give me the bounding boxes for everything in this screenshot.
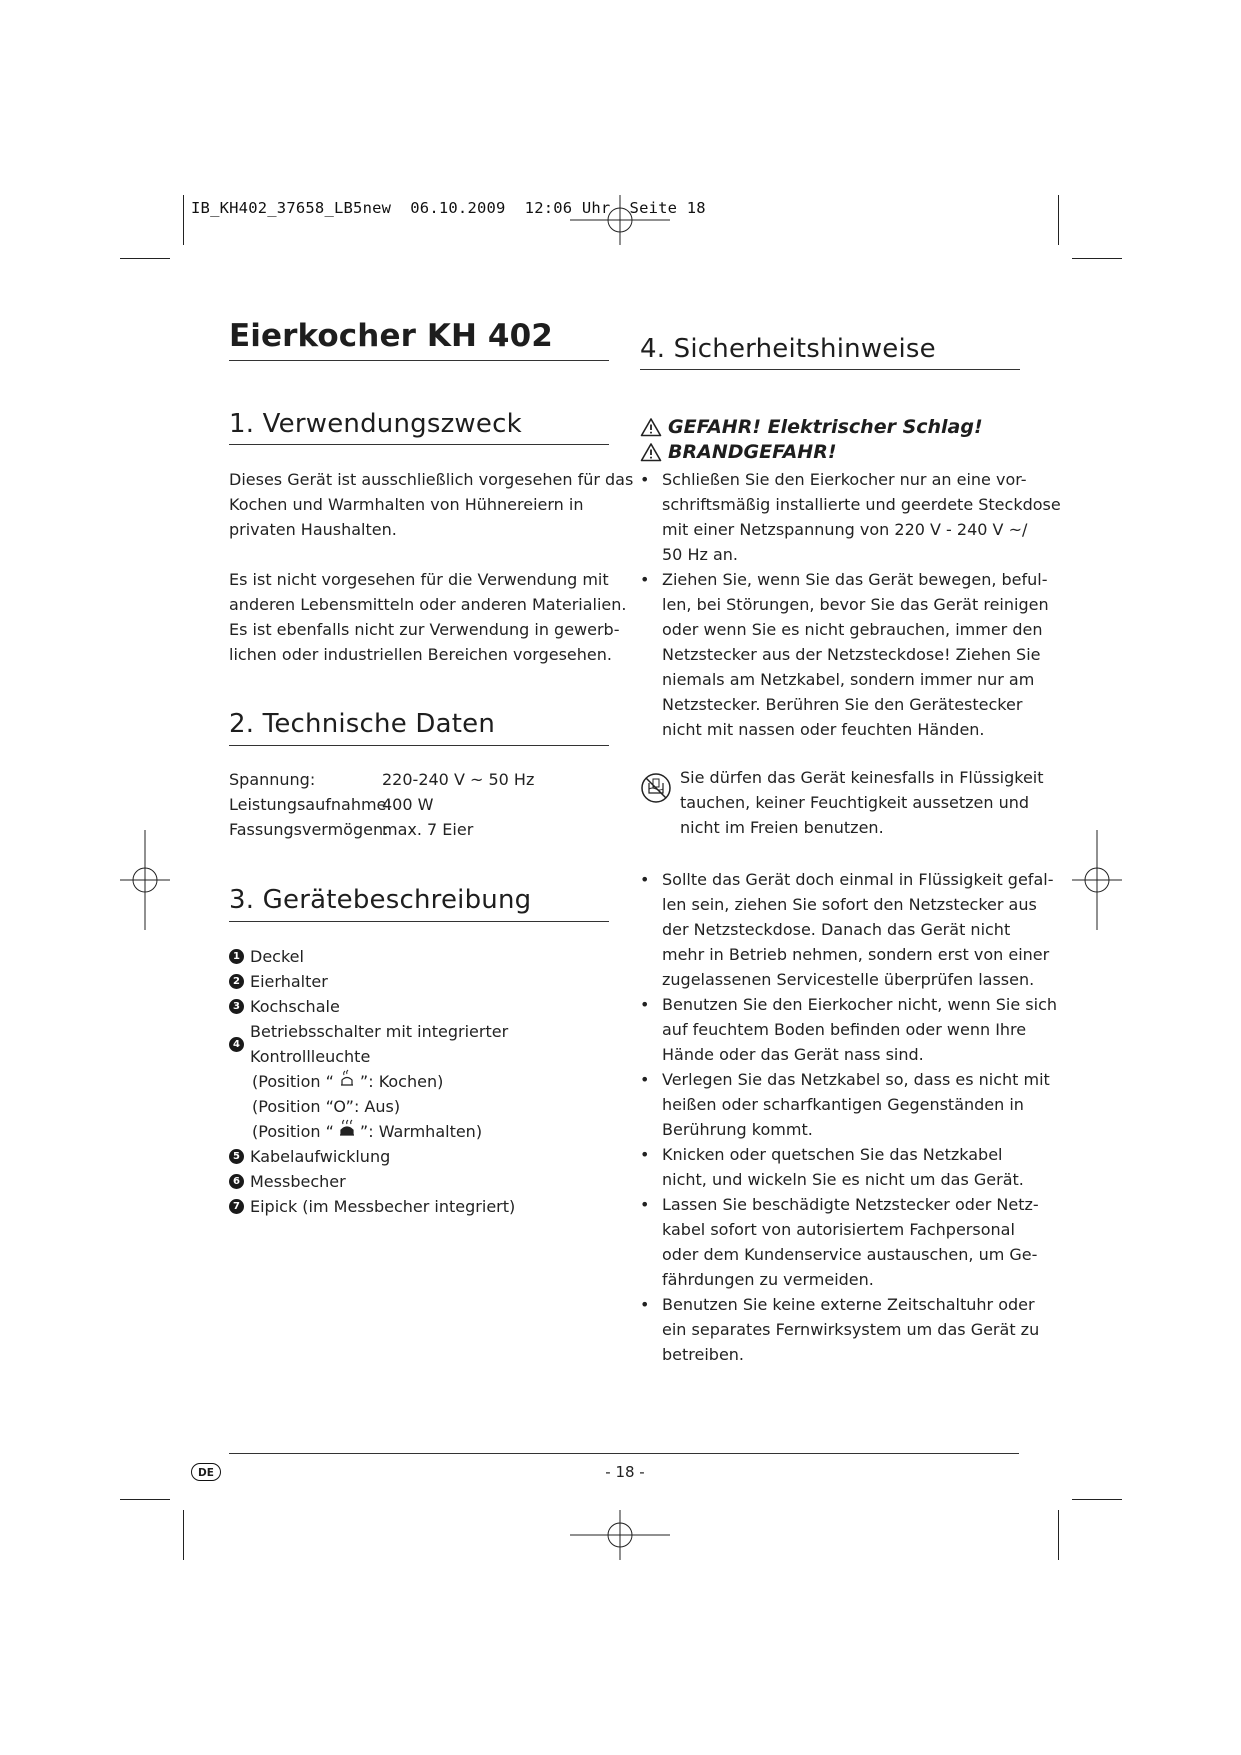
number-badge: 3 [229, 999, 244, 1014]
crop-mark [1072, 1499, 1122, 1500]
list-item: 4 Betriebsschalter mit integrierter Kontrollleuchte [229, 1019, 609, 1069]
number-badge: 4 [229, 1037, 244, 1052]
title-rule [229, 360, 609, 361]
position-keep-warm: (Position “ ”: Warmhalten) [229, 1119, 609, 1144]
section-3-rule [229, 921, 609, 922]
warning-triangle-icon [640, 442, 662, 462]
tech-row: Fassungsvermögen: max. 7 Eier [229, 820, 474, 839]
list-item: • Knicken oder quetschen Sie das Netzkabel nicht, und wickeln Sie es nicht um das Gerät. [640, 1145, 1024, 1189]
safety-bullets-1 [640, 467, 1061, 742]
slug-date: 06.10.2009 [410, 199, 506, 217]
crop-mark [120, 1499, 170, 1500]
list-item: • Ziehen Sie, wenn Sie das Gerät bewegen, beful- len, bei Störungen, bevor Sie das Gerät reinigen oder wenn Sie es nicht gebrauchen, immer den Netzstecker aus der Netzsteckdose! Ziehen Sie niemals am Netzkabel, sondern immer nur am Netzstecker. Berühren Sie den Gerätestecker nicht mit nassen oder feuchten Händen. [640, 570, 1049, 739]
registration-mark-bottom [570, 1510, 670, 1560]
safety-bullets-2 [640, 867, 1058, 1367]
list-item: • Benutzen Sie keine externe Zeitschaltuhr oder ein separates Fernwirksystem um das Gerät zu betreiben. [640, 1295, 1040, 1364]
registration-mark-left [120, 830, 170, 930]
number-badge: 1 [229, 949, 244, 964]
page-title: Eierkocher KH 402 [229, 318, 553, 354]
registration-mark-right [1072, 830, 1122, 930]
section-1-paragraph-2: Es ist nicht vorgesehen für die Verwendung mit anderen Lebensmitteln oder anderen Materialien. Es ist ebenfalls nicht zur Verwendung in gewerb- lichen oder industriellen Bereichen vorgesehen. [229, 570, 627, 664]
section-1-rule [229, 444, 609, 445]
list-item: 3 Kochschale [229, 994, 609, 1019]
list-item: • Lassen Sie beschädigte Netzstecker oder Netz- kabel sofort von autorisiertem Fachpersonal oder dem Kundenservice austauschen, um Ge- fährdungen zu vermeiden. [640, 1195, 1039, 1289]
list-item: 1 Deckel [229, 944, 609, 969]
position-off: (Position “O”: Aus) [252, 1097, 401, 1116]
section-3-heading: 3. Gerätebeschreibung [229, 885, 532, 915]
page-number: - 18 - [605, 1463, 645, 1481]
footer-rule [229, 1453, 1019, 1454]
section-4-rule [640, 369, 1020, 370]
tech-row: Spannung: 220-240 V ~ 50 Hz [229, 770, 535, 789]
warning-electric-shock: GEFAHR! Elektrischer Schlag! [640, 416, 983, 438]
position-cooking: (Position “ ”: Kochen) [229, 1069, 609, 1094]
section-1-paragraph-1: Dieses Gerät ist ausschließlich vorgesehen für das Kochen und Warmhalten von Hühnereiern in privaten Haushalten. [229, 470, 634, 539]
list-item: 6 Messbecher [229, 1169, 609, 1194]
list-item: • Schließen Sie den Eierkocher nur an eine vor- schriftsmäßig installierte und geerdete Steckdose mit einer Netzspannung von 220 V - 240 V ~/ 50 Hz an. [640, 470, 1061, 564]
number-badge: 5 [229, 1149, 244, 1164]
slug-time: 12:06 Uhr [524, 199, 611, 217]
print-slug [191, 199, 706, 217]
section-1-heading: 1. Verwendungszweck [229, 409, 522, 439]
language-badge: DE [191, 1463, 221, 1481]
crop-mark [1058, 195, 1059, 245]
tech-row: Leistungsaufnahme: 400 W [229, 795, 434, 814]
section-4-heading: 4. Sicherheitshinweise [640, 334, 936, 364]
no-immersion-note: Sie dürfen das Gerät keinesfalls in Flüssigkeit tauchen, keiner Feuchtigkeit aussetzen und nicht im Freien benutzen. [640, 765, 1030, 840]
parts-list [229, 944, 609, 1219]
list-item: • Benutzen Sie den Eierkocher nicht, wenn Sie sich auf feuchtem Boden befinden oder wenn Ihre Hände oder das Gerät nass sind. [640, 995, 1058, 1064]
slug-page: Seite 18 [629, 199, 706, 217]
cooking-icon [336, 1067, 358, 1089]
crop-mark [1072, 258, 1122, 259]
list-item: 5 Kabelaufwicklung [229, 1144, 609, 1169]
keep-warm-icon [336, 1117, 358, 1139]
list-item: 2 Eierhalter [229, 969, 609, 994]
tech-data-table [229, 767, 534, 842]
slug-file: IB_KH402_37658_LB5new [191, 199, 392, 217]
section-2-rule [229, 745, 609, 746]
number-badge: 2 [229, 974, 244, 989]
warning-fire: BRANDGEFAHR! [640, 441, 837, 463]
number-badge: 7 [229, 1199, 244, 1214]
crop-mark [183, 195, 184, 245]
list-item: • Sollte das Gerät doch einmal in Flüssigkeit gefal- len sein, ziehen Sie sofort den Netzstecker aus der Netzsteckdose. Danach das Gerät nicht mehr in Betrieb nehmen, sondern erst von einer zugelassenen Servicestelle überprüfen lassen. [640, 870, 1054, 989]
section-2-heading: 2. Technische Daten [229, 709, 496, 739]
crop-mark [1058, 1510, 1059, 1560]
crop-mark [183, 1510, 184, 1560]
list-item: 7 Eipick (im Messbecher integriert) [229, 1194, 609, 1219]
crop-mark [120, 258, 170, 259]
number-badge: 6 [229, 1174, 244, 1189]
warning-triangle-icon [640, 417, 662, 437]
list-item: • Verlegen Sie das Netzkabel so, dass es nicht mit heißen oder scharfkantigen Gegenständen in Berührung kommt. [640, 1070, 1050, 1139]
no-immersion-icon [640, 771, 672, 805]
